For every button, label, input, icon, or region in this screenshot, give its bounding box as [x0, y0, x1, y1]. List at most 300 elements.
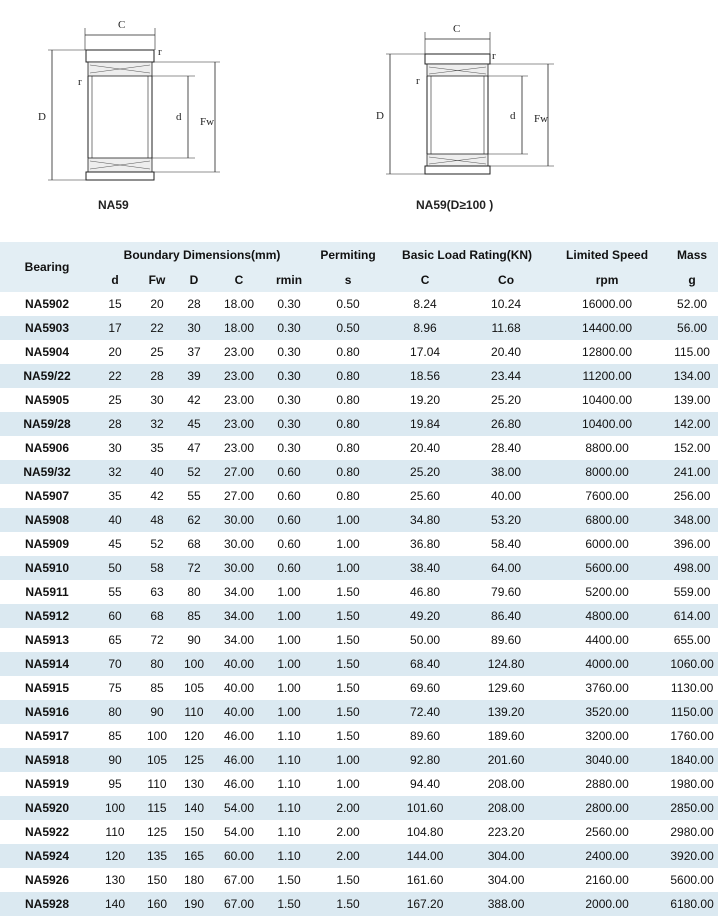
cell-rpm: 16000.00 — [582, 297, 633, 311]
cell-rmin: 1.10 — [277, 777, 301, 791]
cell-fw: 42 — [150, 489, 164, 503]
cell-rmin: 0.60 — [277, 489, 301, 503]
cell-s: 0.80 — [310, 412, 386, 436]
cell-mass: 614.00 — [666, 604, 718, 628]
cell-load-c: 68.40 — [386, 652, 464, 676]
cell-mass: 241.00 — [666, 460, 718, 484]
cell-load-c: 72.40 — [386, 700, 464, 724]
cell-rmin: 0.60 — [268, 508, 310, 532]
cell-d: 80 — [94, 700, 136, 724]
cell-mass: 6180.00 — [666, 892, 718, 916]
cell-fw: 30 — [150, 393, 164, 407]
cell-rpm: 2560.00 — [585, 825, 629, 839]
cell-mass: 348.00 — [666, 508, 718, 532]
cell-rpm: 3200.00 — [585, 729, 629, 743]
cell-s: 1.00 — [336, 537, 360, 551]
cell-load-c: 101.60 — [386, 796, 464, 820]
cell-outer-d: 100 — [178, 652, 210, 676]
cell-load-c: 161.60 — [406, 873, 444, 887]
cell-outer-d: 140 — [178, 796, 210, 820]
table-row — [0, 292, 718, 316]
cell-co: 28.40 — [491, 441, 522, 455]
cell-bearing: NA5910 — [0, 556, 94, 580]
cell-d: 40 — [94, 508, 136, 532]
cell-rmin: 0.60 — [268, 556, 310, 580]
cell-load-c: 94.40 — [410, 777, 441, 791]
cell-fw: 28 — [136, 364, 178, 388]
cell-rpm: 2880.00 — [585, 777, 629, 791]
cell-bearing: NA5926 — [24, 873, 70, 887]
cell-co: 208.00 — [487, 777, 525, 791]
cell-rmin: 1.10 — [268, 748, 310, 772]
cell-bearing: NA5916 — [0, 700, 94, 724]
cell-d: 110 — [105, 825, 125, 839]
table-row — [0, 892, 718, 916]
cell-d: 22 — [94, 364, 136, 388]
cell-c: 46.00 — [210, 748, 268, 772]
table-row — [0, 628, 718, 652]
cell-bearing: NA59/28 — [0, 412, 94, 436]
cell-rpm: 3760.00 — [585, 681, 629, 695]
cell-c: 30.00 — [210, 556, 268, 580]
cell-rmin: 1.50 — [277, 873, 301, 887]
cell-fw: 90 — [136, 700, 178, 724]
cell-bearing: NA5902 — [24, 297, 70, 311]
cell-rmin: 1.10 — [268, 844, 310, 868]
cell-c: 34.00 — [223, 633, 255, 647]
cell-fw: 52 — [150, 537, 164, 551]
cell-c: 67.00 — [223, 873, 255, 887]
cell-co: 26.80 — [464, 412, 548, 436]
cell-d: 30 — [108, 441, 122, 455]
cell-c: 54.00 — [223, 825, 255, 839]
cell-load-c: 89.60 — [410, 729, 441, 743]
cell-fw: 22 — [136, 316, 178, 340]
cell-rmin: 0.30 — [268, 364, 310, 388]
cell-c: 18.00 — [223, 297, 255, 311]
cell-co: 10.24 — [491, 297, 522, 311]
table-body — [0, 292, 718, 916]
cell-d: 20 — [108, 345, 122, 359]
cell-rmin: 0.30 — [277, 441, 301, 455]
cell-load-c: 46.80 — [410, 585, 441, 599]
label-c-large: C — [453, 23, 461, 35]
cell-co: 20.40 — [491, 345, 522, 359]
cell-outer-d: 47 — [187, 441, 201, 455]
cell-co: 86.40 — [464, 604, 548, 628]
cell-rpm: 7600.00 — [585, 489, 629, 503]
cell-fw: 85 — [150, 681, 164, 695]
cell-fw: 100 — [146, 729, 168, 743]
table-row — [0, 844, 718, 868]
cell-co: 208.00 — [464, 796, 548, 820]
cell-mass: 139.00 — [673, 393, 711, 407]
cell-bearing: NA5928 — [0, 892, 94, 916]
cell-load-c: 34.80 — [386, 508, 464, 532]
cell-co: 129.60 — [487, 681, 525, 695]
cell-co: 23.44 — [464, 364, 548, 388]
cell-load-c: 19.20 — [410, 393, 441, 407]
cell-fw: 125 — [146, 825, 168, 839]
cell-bearing: NA5918 — [0, 748, 94, 772]
label-d-outer: D — [38, 111, 46, 123]
cell-outer-d: 110 — [178, 700, 210, 724]
cell-c: 40.00 — [210, 652, 268, 676]
cell-rpm: 6800.00 — [548, 508, 666, 532]
cell-co: 304.00 — [464, 844, 548, 868]
cell-rpm: 10400.00 — [548, 412, 666, 436]
cell-s: 0.80 — [336, 489, 360, 503]
label-d-inner: d — [176, 111, 182, 123]
cell-s: 1.50 — [336, 633, 360, 647]
table-row — [0, 388, 718, 412]
cell-fw: 135 — [136, 844, 178, 868]
cell-co: 223.20 — [487, 825, 525, 839]
cell-outer-d: 180 — [183, 873, 205, 887]
cell-c: 27.00 — [223, 489, 255, 503]
cell-bearing: NA59/32 — [0, 460, 94, 484]
cell-d: 45 — [108, 537, 122, 551]
cell-co: 201.60 — [464, 748, 548, 772]
header-boundary: Boundary Dimensions(mm) — [94, 242, 310, 267]
cell-fw: 72 — [150, 633, 164, 647]
cell-c: 34.00 — [223, 585, 255, 599]
cell-c: 54.00 — [210, 796, 268, 820]
cell-fw: 160 — [136, 892, 178, 916]
table-row — [0, 820, 718, 844]
cell-s: 1.00 — [336, 777, 360, 791]
cell-d: 120 — [94, 844, 136, 868]
header-basic-load: Basic Load Rating(KN) — [386, 242, 548, 267]
table-row — [0, 676, 718, 700]
cell-c: 40.00 — [223, 681, 255, 695]
cell-rpm: 5600.00 — [548, 556, 666, 580]
cell-outer-d: 62 — [178, 508, 210, 532]
cell-outer-d: 90 — [187, 633, 201, 647]
cell-mass: 2980.00 — [670, 825, 714, 839]
table-row — [0, 340, 718, 364]
cell-rmin: 1.10 — [277, 825, 301, 839]
cell-outer-d: 165 — [178, 844, 210, 868]
cell-rpm: 4800.00 — [548, 604, 666, 628]
subheader-g: g — [666, 267, 718, 292]
cell-rmin: 1.00 — [268, 604, 310, 628]
subheader-rpm: rpm — [548, 267, 666, 292]
cell-fw: 150 — [146, 873, 168, 887]
cell-bearing: NA5915 — [24, 681, 70, 695]
cell-d: 25 — [108, 393, 122, 407]
cell-fw: 20 — [150, 297, 164, 311]
cell-rpm: 6000.00 — [585, 537, 629, 551]
caption-na59-large: NA59(D≥100 ) — [416, 198, 494, 212]
cell-rmin: 1.00 — [268, 652, 310, 676]
cell-s: 0.80 — [336, 393, 360, 407]
cell-s: 1.50 — [336, 873, 360, 887]
cell-bearing: NA5906 — [24, 441, 70, 455]
cell-fw: 25 — [150, 345, 164, 359]
table-row — [0, 460, 718, 484]
cell-outer-d: 45 — [178, 412, 210, 436]
table-row — [0, 796, 718, 820]
cell-fw: 63 — [150, 585, 164, 599]
cell-s: 0.50 — [310, 316, 386, 340]
cell-c: 23.00 — [223, 393, 255, 407]
cell-mass: 134.00 — [666, 364, 718, 388]
cell-c: 23.00 — [223, 441, 255, 455]
cell-outer-d: 68 — [187, 537, 201, 551]
bearing-spec-table — [0, 242, 718, 916]
table-row — [0, 508, 718, 532]
cell-rmin: 1.50 — [268, 892, 310, 916]
bearing-cross-section-large-svg — [370, 14, 570, 184]
cell-s: 2.00 — [310, 844, 386, 868]
cell-s: 0.50 — [336, 297, 360, 311]
cell-mass: 115.00 — [674, 345, 710, 359]
cell-load-c: 17.04 — [410, 345, 441, 359]
cell-load-c: 25.20 — [386, 460, 464, 484]
cell-bearing: NA5909 — [24, 537, 70, 551]
subheader-d: d — [94, 267, 136, 292]
cell-rpm: 3040.00 — [548, 748, 666, 772]
table-row — [0, 484, 718, 508]
cell-outer-d: 130 — [183, 777, 205, 791]
cell-rpm: 10400.00 — [582, 393, 633, 407]
cell-bearing: NA5912 — [0, 604, 94, 628]
cell-bearing: NA5907 — [24, 489, 70, 503]
cell-d: 55 — [108, 585, 122, 599]
cell-c: 34.00 — [210, 604, 268, 628]
cell-outer-d: 85 — [178, 604, 210, 628]
cell-mass: 1760.00 — [670, 729, 714, 743]
cell-rmin: 1.00 — [277, 633, 301, 647]
cell-load-c: 167.20 — [386, 892, 464, 916]
cell-d: 90 — [94, 748, 136, 772]
cell-co: 40.00 — [491, 489, 522, 503]
cell-co: 388.00 — [464, 892, 548, 916]
label-d-outer-large: D — [376, 110, 384, 122]
cell-mass: 1060.00 — [666, 652, 718, 676]
cell-load-c: 8.24 — [413, 297, 437, 311]
table-row — [0, 364, 718, 388]
cell-rmin: 1.00 — [277, 585, 301, 599]
cell-mass: 256.00 — [673, 489, 711, 503]
cell-outer-d: 105 — [183, 681, 205, 695]
cell-fw: 105 — [136, 748, 178, 772]
cell-rmin: 0.30 — [268, 316, 310, 340]
cell-mass: 3920.00 — [666, 844, 718, 868]
header-permiting: Permiting — [310, 242, 386, 267]
label-fw: Fw — [200, 116, 215, 128]
cell-outer-d: 150 — [183, 825, 205, 839]
cell-d: 17 — [94, 316, 136, 340]
cell-mass: 1150.00 — [666, 700, 718, 724]
cell-rmin: 0.60 — [277, 537, 301, 551]
label-c: C — [118, 19, 126, 31]
cell-c: 67.00 — [210, 892, 268, 916]
cell-fw: 35 — [150, 441, 164, 455]
table-row — [0, 604, 718, 628]
cell-fw: 40 — [136, 460, 178, 484]
cell-mass: 56.00 — [666, 316, 718, 340]
caption-na59: NA59 — [98, 198, 129, 212]
bearing-drawing-na59 — [30, 10, 230, 185]
cell-fw: 32 — [136, 412, 178, 436]
cell-bearing: NA5903 — [0, 316, 94, 340]
label-r-left: r — [78, 76, 82, 88]
cell-co: 304.00 — [487, 873, 525, 887]
cell-bearing: NA5924 — [0, 844, 94, 868]
cell-outer-d: 37 — [187, 345, 201, 359]
cell-d: 50 — [94, 556, 136, 580]
cell-s: 1.00 — [310, 556, 386, 580]
cell-outer-d: 30 — [178, 316, 210, 340]
header-limited-speed: Limited Speed — [548, 242, 666, 267]
cell-rmin: 0.30 — [277, 345, 301, 359]
cell-co: 139.20 — [464, 700, 548, 724]
subheader-fw: Fw — [136, 267, 178, 292]
cell-load-c: 20.40 — [410, 441, 441, 455]
cell-mass: 152.00 — [673, 441, 711, 455]
table-row — [0, 532, 718, 556]
cell-outer-d: 72 — [178, 556, 210, 580]
cell-load-c: 104.80 — [406, 825, 444, 839]
cell-load-c: 92.80 — [386, 748, 464, 772]
cell-mass: 52.00 — [677, 297, 708, 311]
cell-load-c: 69.60 — [410, 681, 441, 695]
cell-bearing: NA5911 — [25, 585, 69, 599]
cell-bearing: NA5913 — [24, 633, 70, 647]
table-row — [0, 580, 718, 604]
cell-c: 46.00 — [223, 777, 255, 791]
cell-rmin: 0.30 — [268, 412, 310, 436]
cell-s: 0.80 — [336, 441, 360, 455]
label-r-top-large: r — [492, 50, 496, 62]
cell-rpm: 4400.00 — [585, 633, 629, 647]
cell-rpm: 5200.00 — [585, 585, 629, 599]
table-row — [0, 748, 718, 772]
diagrams-area — [0, 0, 718, 240]
cell-rpm: 2800.00 — [548, 796, 666, 820]
cell-load-c: 50.00 — [410, 633, 441, 647]
cell-s: 1.00 — [310, 748, 386, 772]
cell-rmin: 0.60 — [268, 460, 310, 484]
cell-bearing: NA59/22 — [0, 364, 94, 388]
cell-outer-d: 120 — [183, 729, 205, 743]
cell-bearing: NA5905 — [24, 393, 70, 407]
cell-mass: 142.00 — [666, 412, 718, 436]
cell-d: 35 — [108, 489, 122, 503]
subheader-co: Co — [464, 267, 548, 292]
cell-s: 1.50 — [310, 700, 386, 724]
cell-c: 40.00 — [210, 700, 268, 724]
cell-c: 23.00 — [223, 345, 255, 359]
cell-d: 140 — [94, 892, 136, 916]
cell-s: 0.80 — [310, 364, 386, 388]
table-sub-header-row — [0, 267, 718, 292]
cell-bearing: NA5904 — [24, 345, 70, 359]
cell-co: 53.20 — [464, 508, 548, 532]
cell-s: 1.50 — [336, 681, 360, 695]
cell-co: 89.60 — [491, 633, 522, 647]
cell-rmin: 0.30 — [277, 393, 301, 407]
cell-s: 0.80 — [336, 345, 360, 359]
cell-outer-d: 39 — [178, 364, 210, 388]
cell-co: 79.60 — [491, 585, 522, 599]
cell-c: 46.00 — [223, 729, 255, 743]
subheader-s: s — [310, 267, 386, 292]
cell-s: 1.50 — [310, 652, 386, 676]
cell-fw: 110 — [147, 777, 167, 791]
cell-outer-d: 80 — [187, 585, 201, 599]
table-row — [0, 316, 718, 340]
subheader-load-c: C — [386, 267, 464, 292]
cell-load-c: 144.00 — [386, 844, 464, 868]
cell-co: 11.68 — [464, 316, 548, 340]
cell-c: 30.00 — [223, 537, 255, 551]
cell-fw: 48 — [136, 508, 178, 532]
cell-c: 23.00 — [210, 364, 268, 388]
bearing-cross-section-svg — [30, 10, 230, 185]
cell-load-c: 8.96 — [386, 316, 464, 340]
cell-outer-d: 42 — [187, 393, 201, 407]
cell-rpm: 12800.00 — [582, 345, 633, 359]
label-fw-large: Fw — [534, 113, 549, 125]
table-row — [0, 724, 718, 748]
cell-rpm: 8000.00 — [548, 460, 666, 484]
cell-load-c: 38.40 — [386, 556, 464, 580]
header-bearing: Bearing — [0, 242, 94, 292]
cell-c: 18.00 — [210, 316, 268, 340]
cell-rpm: 4000.00 — [548, 652, 666, 676]
table-row — [0, 700, 718, 724]
table-row — [0, 868, 718, 892]
cell-load-c: 19.84 — [386, 412, 464, 436]
cell-fw: 80 — [136, 652, 178, 676]
table-row — [0, 436, 718, 460]
cell-d: 100 — [94, 796, 136, 820]
cell-s: 0.80 — [310, 460, 386, 484]
cell-bearing: NA5917 — [24, 729, 70, 743]
cell-rmin: 1.10 — [268, 796, 310, 820]
cell-fw: 68 — [136, 604, 178, 628]
cell-c: 27.00 — [210, 460, 268, 484]
cell-rpm: 2160.00 — [585, 873, 629, 887]
cell-s: 1.50 — [310, 604, 386, 628]
cell-d: 75 — [108, 681, 122, 695]
table-group-header-row — [0, 242, 718, 267]
cell-rpm: 3520.00 — [548, 700, 666, 724]
cell-mass: 559.00 — [673, 585, 711, 599]
cell-fw: 115 — [136, 796, 178, 820]
cell-s: 2.00 — [336, 825, 360, 839]
cell-mass: 5600.00 — [670, 873, 714, 887]
cell-load-c: 36.80 — [410, 537, 441, 551]
cell-rpm: 2400.00 — [548, 844, 666, 868]
cell-load-c: 25.60 — [410, 489, 441, 503]
cell-mass: 396.00 — [673, 537, 711, 551]
label-d-inner-large: d — [510, 110, 516, 122]
cell-rmin: 1.00 — [268, 700, 310, 724]
table-row — [0, 412, 718, 436]
cell-s: 2.00 — [310, 796, 386, 820]
subheader-c: C — [210, 267, 268, 292]
cell-bearing: NA5920 — [0, 796, 94, 820]
cell-outer-d: 52 — [178, 460, 210, 484]
subheader-outer-d: D — [178, 267, 210, 292]
cell-mass: 498.00 — [666, 556, 718, 580]
cell-bearing: NA5922 — [24, 825, 70, 839]
cell-bearing: NA5908 — [0, 508, 94, 532]
